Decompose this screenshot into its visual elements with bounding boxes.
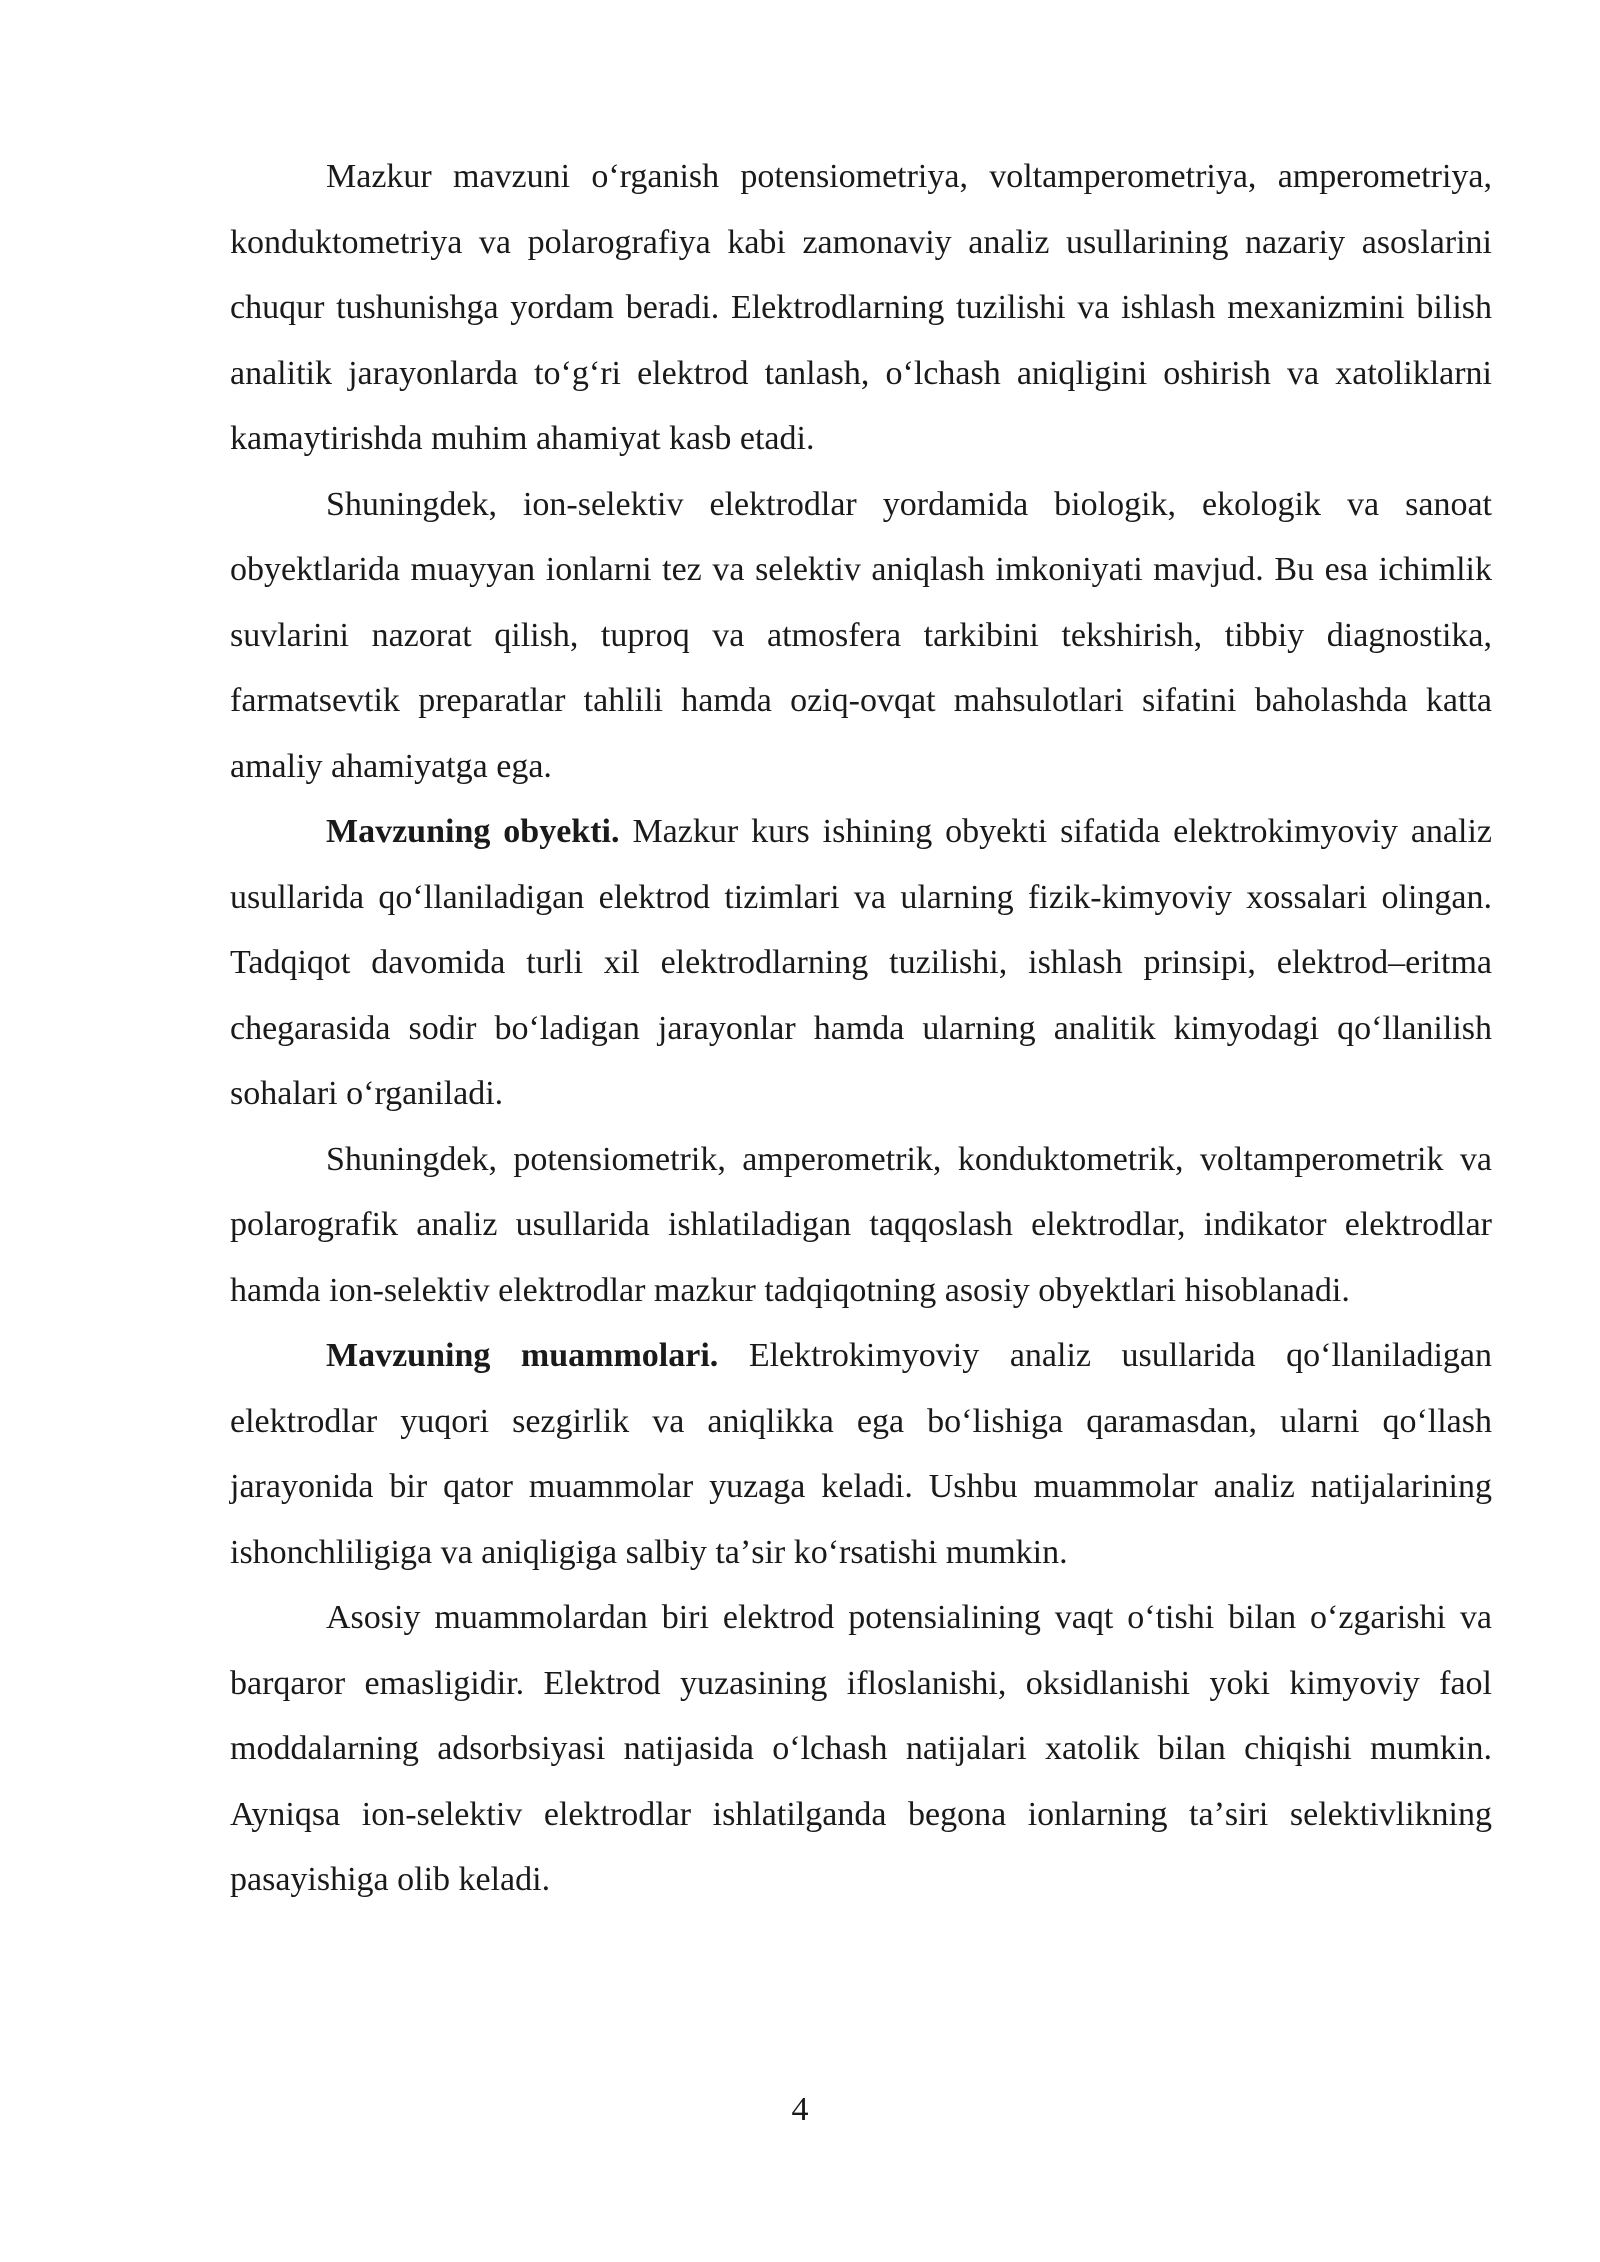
paragraph-lead-heading: Mavzuning muammolari. <box>326 1337 719 1374</box>
paragraph-research-problems <box>230 1323 1492 1585</box>
paragraph-research-object <box>230 799 1492 1127</box>
paragraph-text: Mazkur mavzuni oʻrganish potensiometriya, voltamperometriya, amperometriya, konduktometriya va polarografiya kabi zamonaviy analiz usullarining nazariy asoslarini chuqur tushunishga yordam beradi. Elektrodlarning tuzilishi va ishlash mexanizmini bilish analitik jarayonlarda toʻgʻri elektrod tanlash, oʻlchash aniqligini oshirish va xatoliklarni kamaytirishda muhim ahamiyat kasb etadi. <box>230 158 1492 457</box>
paragraph-text: Mazkur kurs ishining obyekti sifatida elektrokimyoviy analiz usullarida qoʻllaniladigan elektrod tizimlari va ularning fizik-kimyoviy xossalari olingan. Tadqiqot davomida turli xil elektrodlarning tuzilishi, ishlash prinsipi, elektrod–eritma chegarasida sodir boʻladigan jarayonlar hamda ularning analitik kimyodagi qoʻllanilish sohalari oʻrganiladi. <box>230 813 1492 1112</box>
paragraph-text: Shuningdek, potensiometrik, amperometrik, konduktometrik, voltamperometrik va polarografik analiz usullarida ishlatiladigan taqqoslash elektrodlar, indikator elektrodlar hamda ion-selektiv elektrodlar mazkur tadqiqotning asosiy obyektlari hisoblanadi. <box>230 1140 1492 1309</box>
paragraph-significance <box>230 144 1492 472</box>
paragraph-lead-heading: Mavzuning obyekti. <box>326 813 620 850</box>
paragraph-text: Asosiy muammolardan biri elektrod potensialining vaqt oʻtishi bilan oʻzgarishi va barqaror emasligidir. Elektrod yuzasining ifloslanishi, oksidlanishi yoki kimyoviy faol moddalarning adsorbsiyasi natijasida oʻlchash natijalari xatolik bilan chiqishi mumkin. Ayniqsa ion-selektiv elektrodlar ishlatilganda begona ionlarning taʼsiri selektivlikning pasayishiga olib keladi. <box>230 1599 1492 1898</box>
paragraph-ion-selective-applications <box>230 472 1492 800</box>
paragraph-research-object-details <box>230 1127 1492 1324</box>
paragraph-main-problems <box>230 1585 1492 1913</box>
paragraph-text: Shuningdek, ion-selektiv elektrodlar yordamida biologik, ekologik va sanoat obyektlarida muayyan ionlarni tez va selektiv aniqlash imkoniyati mavjud. Bu esa ichimlik suvlarini nazorat qilish, tuproq va atmosfera tarkibini tekshirish, tibbiy diagnostika, farmatsevtik preparatlar tahlili hamda oziq-ovqat mahsulotlari sifatini baholashda katta amaliy ahamiyatga ega. <box>230 485 1492 785</box>
document-body <box>230 144 1492 1913</box>
paragraph-text: Elektrokimyoviy analiz usullarida qoʻllaniladigan elektrodlar yuqori sezgirlik va aniqlikka ega boʻlishiga qaramasdan, ularni qoʻllash jarayonida bir qator muammolar yuzaga keladi. Ushbu muammolar analiz natijalarining ishonchliligiga va aniqligiga salbiy taʼsir koʻrsatishi mumkin. <box>230 1337 1492 1571</box>
page-number: 4 <box>791 2091 809 2128</box>
